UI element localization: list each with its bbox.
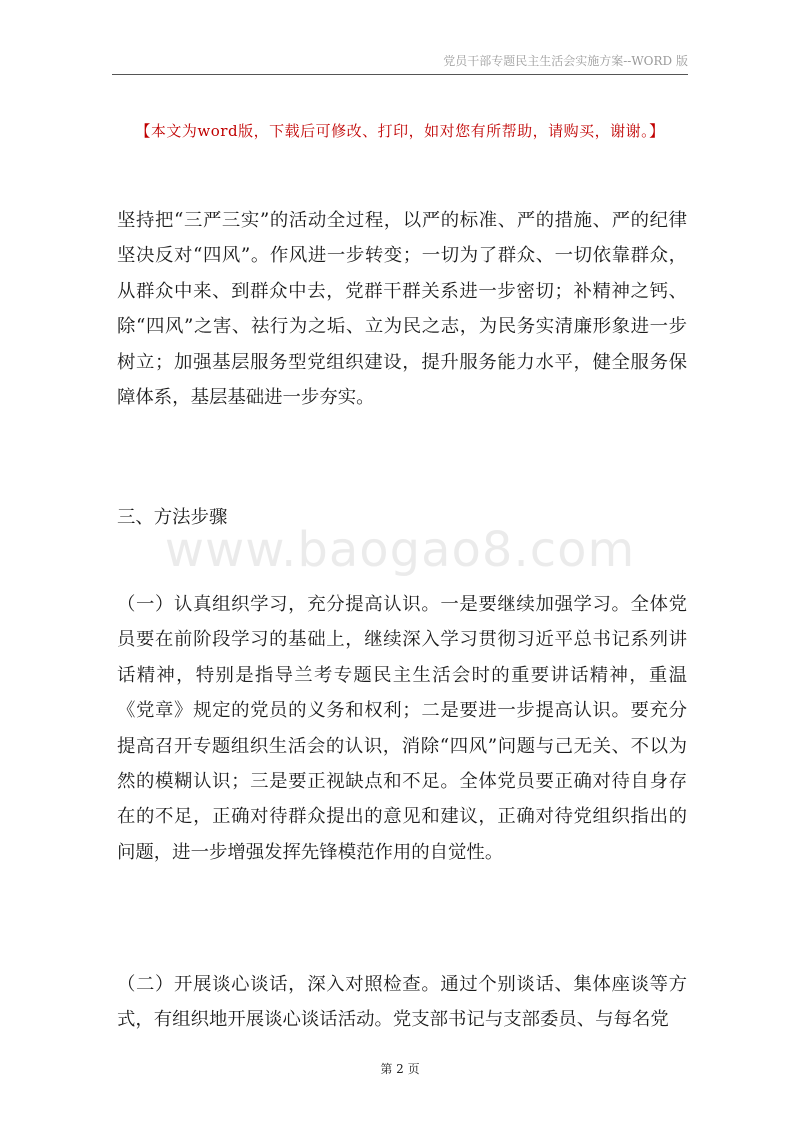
body-paragraph-2: （一）认真组织学习，充分提高认识。一是要继续加强学习。全体党员要在前阶段学习的基础上，继续深入学习贯彻习近平总书记系列讲话精神，特别是指导兰考专题民主生活会时的重要讲话精神，重温《党章》规定的党员的义务和权利；二是要进一步提高认识。要充分提高召开专题组织生活会的认识，消除“四风”问题与己无关、不以为然的模糊认识；三是要正视缺点和不足。全体党员要正确对待自身存在的不足，正确对待群众提出的意见和建议，正确对待党组织指出的问题，进一步增强发挥先锋模范作用的自觉性。 [117,594,687,863]
purchase-notice: 【本文为word版，下载后可修改、打印，如对您有所帮助，请购买，谢谢。】 [135,122,665,140]
page-number: 第 2 页 [380,1062,420,1076]
header-divider [112,74,688,75]
body-paragraph-3: （二）开展谈心谈话，深入对照检查。通过个别谈话、集体座谈等方式，有组织地开展谈心谈话活动。党支部书记与支部委员、与每名党 [117,974,687,1031]
section-heading-method-steps: 三、方法步骤 [117,507,228,528]
running-header: 党员干部专题民主生活会实施方案--WORD 版 [443,54,688,68]
body-paragraph-1: 坚持把“三严三实”的活动全过程，以严的标准、严的措施、严的纪律坚决反对“四风”。作风进一步转变；一切为了群众、一切依靠群众，从群众中来、到群众中去，党群干群关系进一步密切；补精神之钙、除“四风”之害、祛行为之垢、立为民之志，为民务实清廉形象进一步树立；加强基层服务型党组织建设，提升服务能力水平，健全服务保障体系，基层基础进一步夯实。 [117,210,687,409]
watermark: www.baogao8.com [164,522,636,578]
